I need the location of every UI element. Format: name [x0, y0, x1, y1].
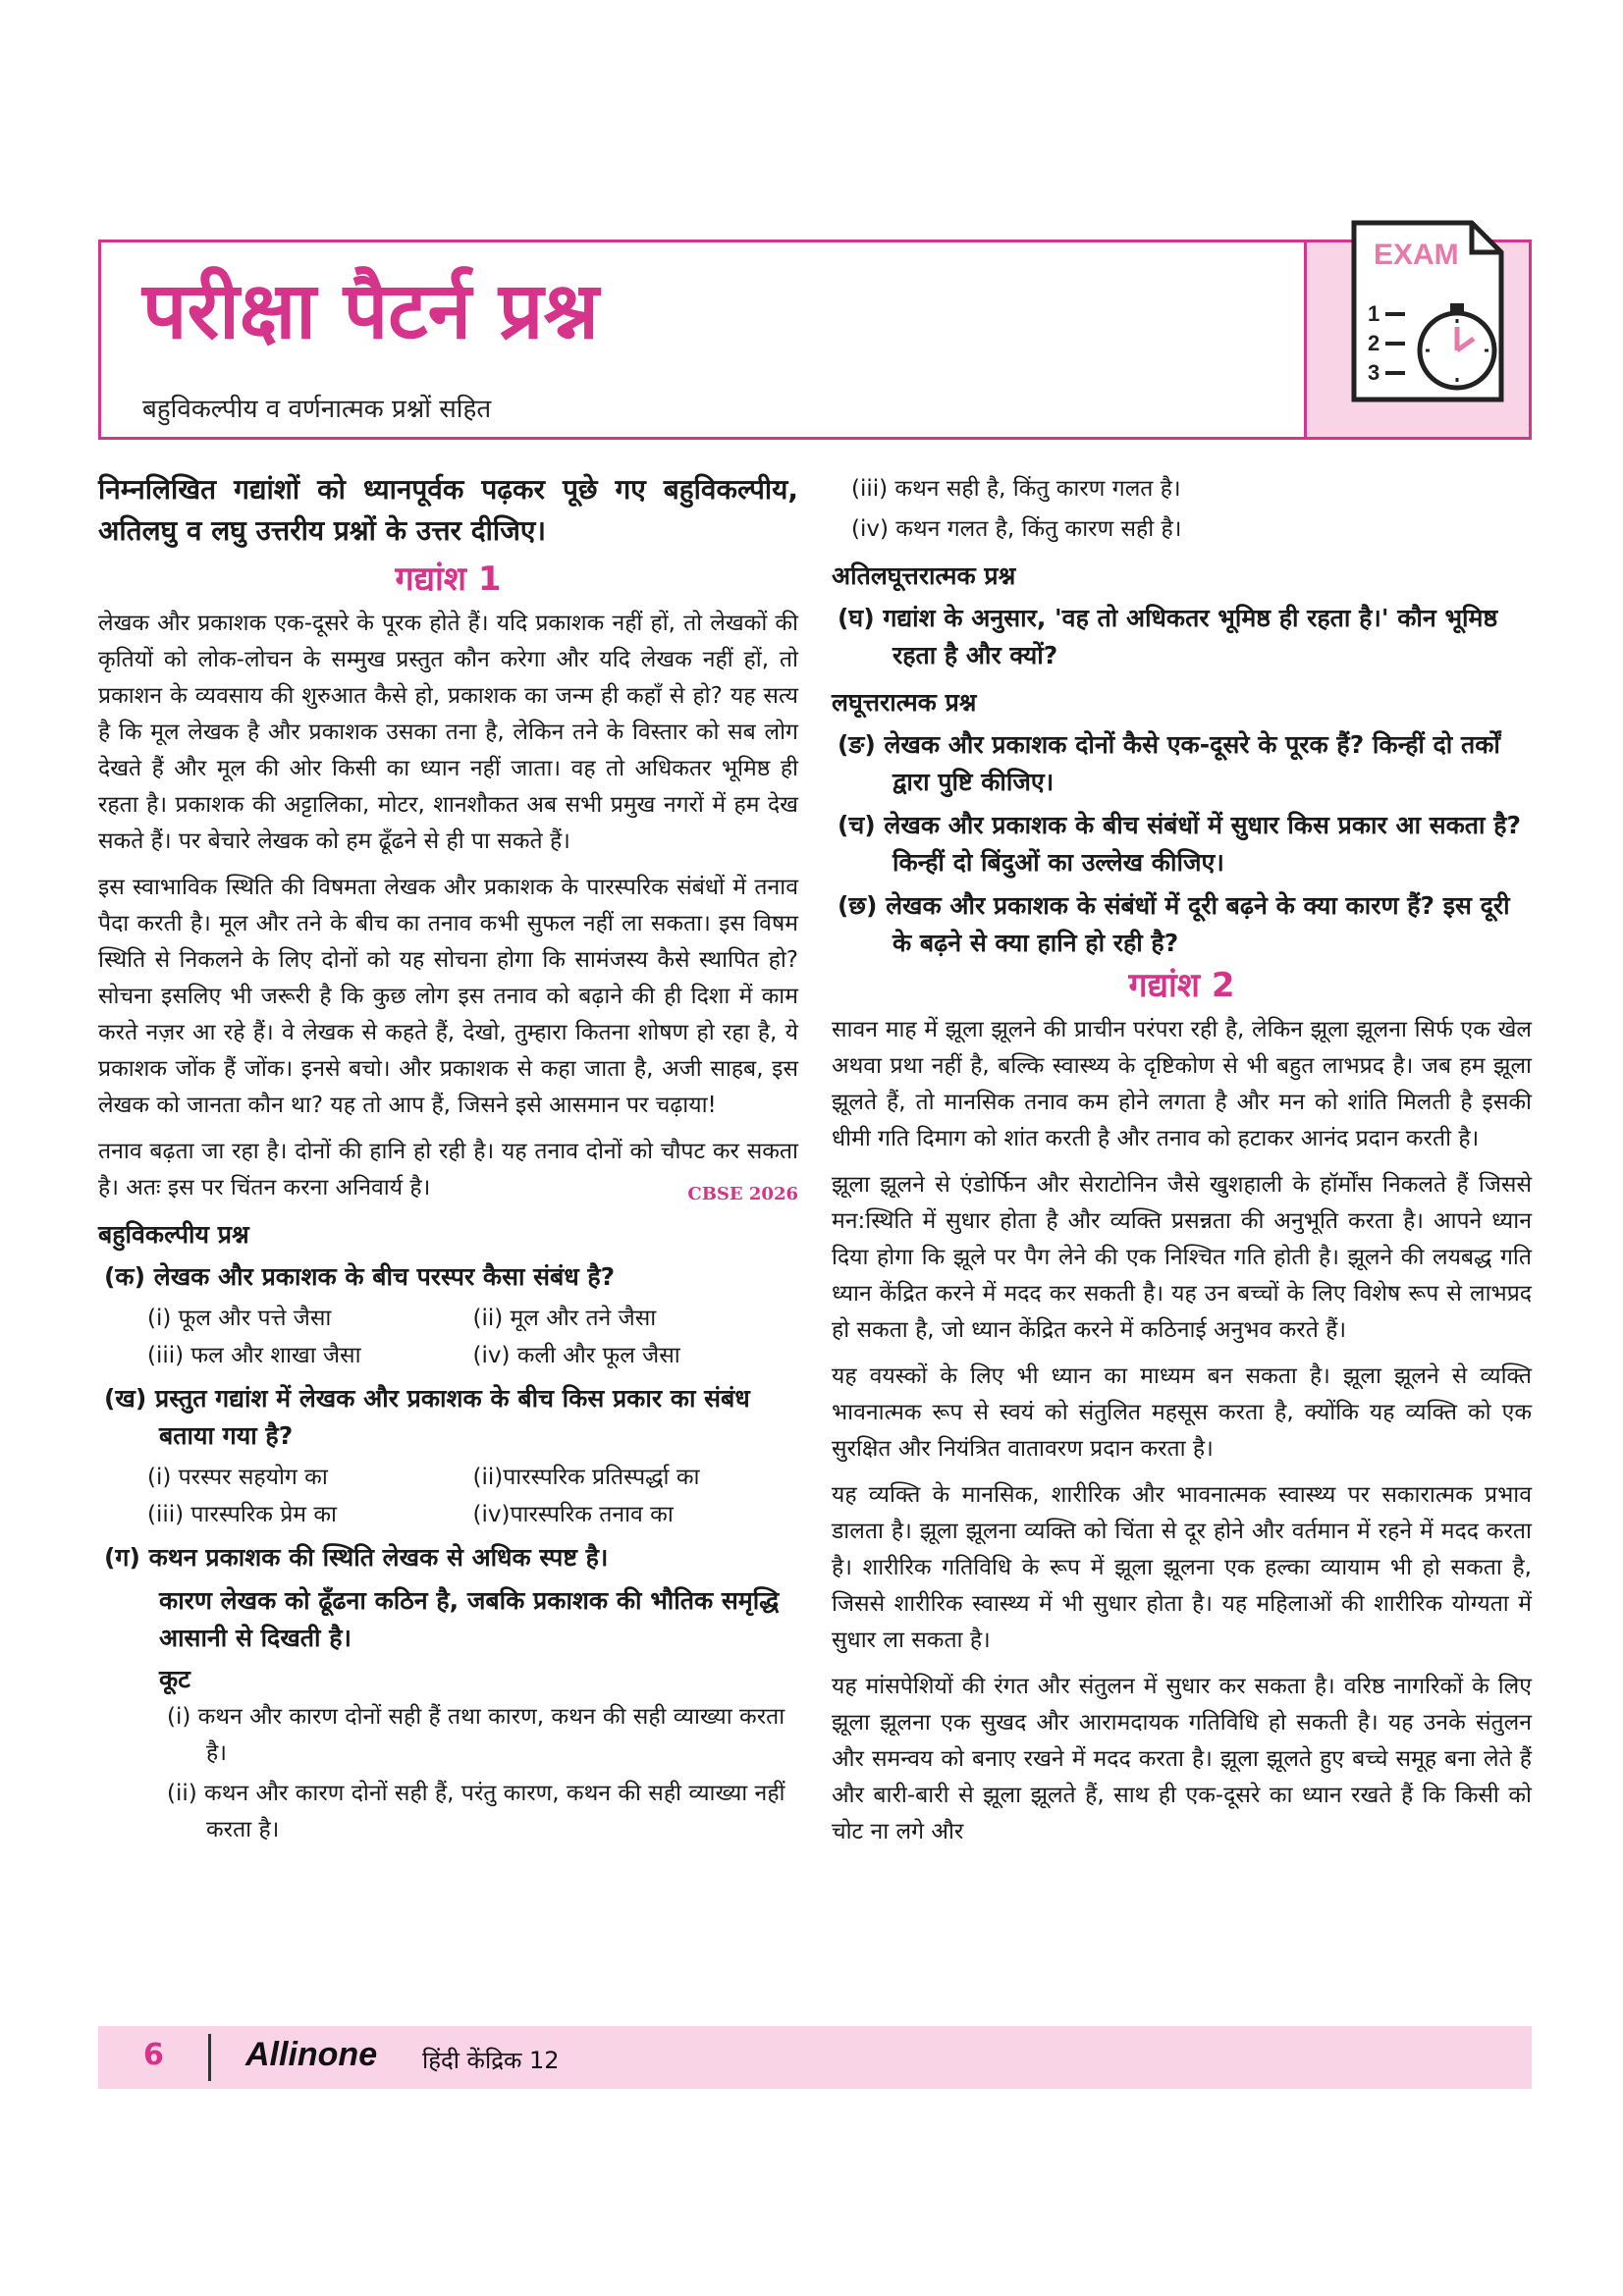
- footer-divider: [208, 2034, 211, 2081]
- vsa-heading: अतिलघूत्तरात्मक प्रश्न: [832, 561, 1016, 590]
- page-footer: [98, 2026, 1532, 2089]
- cbse-tag: CBSE 2026: [687, 1184, 798, 1204]
- page-number: 6: [143, 2038, 164, 2072]
- question-ga: (ग) कथन प्रकाशक की स्थिति लेखक से अधिक स्पष्ट है।: [104, 1543, 609, 1572]
- question-kha-options: [98, 1459, 798, 1533]
- option: (iii) फल और शाखा जैसा: [147, 1343, 361, 1368]
- kut-option-2: (ii) कथन और कारण दोनों सही हैं, परंतु कारण, कथन की सही व्याख्या नहीं करता है।: [167, 1781, 785, 1842]
- page-subtitle: बहुविकल्पीय व वर्णनात्मक प्रश्नों सहित: [142, 395, 492, 424]
- kut-option-3: (iii) कथन सही है, किंतु कारण गलत है।: [851, 476, 1181, 502]
- passage-1-para-3-text: तनाव बढ़ता जा रहा है। दोनों की हानि हो रही है। यह तनाव दोनों को चौपट कर सकता है। अतः इस पर चिंतन करना अनिवार्य है।: [98, 1139, 798, 1201]
- exam-icon: [1344, 213, 1511, 419]
- option: (i) फूल और पत्ते जैसा: [147, 1306, 332, 1331]
- passage-2-para-4: यह व्यक्ति के मानसिक, शारीरिक और भावनात्मक स्वास्थ्य पर सकारात्मक प्रभाव डालता है। झूला झूलना व्यक्ति को चिंता से दूर होने और वर्तमान में रहने में मदद करता है। शारीरिक गतिविधि के रूप में झूला झूलना एक हल्का व्यायाम भी हो सकता है, जिससे शारीरिक स्वास्थ्य में भी सुधार होता है। यह महिलाओं की शारीरिक योग्यता में सुधार ला सकता है।: [832, 1482, 1532, 1653]
- brand-logo: Allinone: [245, 2036, 378, 2073]
- question-gha: (घ) गद्यांश के अनुसार, 'वह तो अधिकतर भूमिष्ठ ही रहता है।' कौन भूमिष्ठ रहता है और क्यों?: [838, 604, 1498, 669]
- exam-icon-num-3: 3: [1368, 360, 1380, 385]
- exam-icon-num-2: 2: [1368, 331, 1380, 355]
- question-nga: (ङ) लेखक और प्रकाशक दोनों कैसे एक-दूसरे के पूरक हैं? किन्हीं दो तर्कों द्वारा पुष्टि कीजिए।: [838, 730, 1500, 796]
- passage-2-para-2: झूला झूलने से एंडोर्फिन और सेराटोनिन जैसे खुशहाली के हॉर्मोंस निकलते हैं जिससे मन:स्थिति में सुधार होता है और व्यक्ति प्रसन्नता की अनुभूति करता है। आपने ध्यान दिया होगा कि झूले पर पैग लेने की एक निश्चित गति होती है। झूलने की लयबद्ध गति ध्यान केंद्रित करने में मदद कर सकती है। यह उन बच्चों के लिए विशेष रूप से लाभप्रद हो सकता है, जो ध्यान केंद्रित करने में कठिनाई अनुभव करते हैं।: [832, 1172, 1532, 1343]
- question-kha: (ख) प्रस्तुत गद्यांश में लेखक और प्रकाशक के बीच किस प्रकार का संबंध बताया गया है?: [104, 1384, 750, 1450]
- option: (iv)पारस्परिक तनाव का: [472, 1502, 674, 1527]
- passage-1-para-1: लेखक और प्रकाशक एक-दूसरे के पूरक होते हैं। यदि प्रकाशक नहीं हों, तो लेखकों की कृतियों को लोक-लोचन के सम्मुख प्रस्तुत कौन करेगा और यदि लेखक नहीं हों, तो प्रकाशन के व्यवसाय की शुरुआत कैसे हो, प्रकाशक का जन्म ही कहाँ से हो? यह सत्य है कि मूल लेखक है और प्रकाशक उसका तना है, लेकिन तने के विस्तार को सब लोग देखते हैं और मूल की ओर किसी का ध्यान नहीं जाता। वह तो अधिकतर भूमिष्ठ ही रहता है। प्रकाशक की अट्टालिका, मोटर, शानशौकत अब सभी प्रमुख नगरों में हम देख सकते हैं। पर बेचारे लेखक को हम ढूँढने से ही पा सकते हैं।: [98, 611, 798, 854]
- right-column: [832, 469, 1532, 1860]
- header-box: [98, 240, 1532, 440]
- question-cha: (च) लेखक और प्रकाशक के बीच संबंधों में सुधार किस प्रकार आ सकता है? किन्हीं दो बिंदुओं का उल्लेख कीजिए।: [838, 811, 1522, 877]
- page-title: परीक्षा पैटर्न प्रश्न: [142, 265, 599, 356]
- question-ka: (क) लेखक और प्रकाशक के बीच परस्पर कैसा संबंध है?: [104, 1262, 616, 1291]
- option: (iii) पारस्परिक प्रेम का: [147, 1502, 337, 1527]
- passage-1-para-3: [98, 1134, 798, 1206]
- passage-2-para-1: सावन माह में झूला झूलने की प्राचीन परंपरा रही है, लेकिन झूला झूलना सिर्फ एक खेल अथवा प्रथा नहीं है, बल्कि स्वास्थ्य के दृष्टिकोण से भी बहुत लाभप्रद है। जब हम झूला झूलते हैं, तो मानसिक तनाव कम होने लगता है और मन को शांति मिलती है इसकी धीमी गति दिमाग को शांत करती है और तनाव को हटाकर आनंद प्रदान करती है।: [832, 1017, 1532, 1151]
- exam-icon-num-1: 1: [1368, 301, 1380, 326]
- option: (ii) मूल और तने जैसा: [472, 1306, 657, 1331]
- book-title: हिंदी केंद्रिक 12: [422, 2047, 560, 2074]
- exam-icon-label: EXAM: [1374, 239, 1459, 271]
- passage-2-para-5: यह मांसपेशियों की रंगत और संतुलन में सुधार कर सकता है। वरिष्ठ नागरिकों के लिए झूला झूलना एक सुखद और आरामदायक गतिविधि हो सकती है। यह उनके संतुलन और समन्वय को बनाए रखने में मदद करता है। झूला झूलते हुए बच्चे समूह बना लेते हैं और बारी-बारी से झूला झूलते हैं, साथ ही एक-दूसरे का ध्यान रखते हैं कि किसी को चोट ना लगे और: [832, 1674, 1532, 1844]
- kut-option-1: (i) कथन और कारण दोनों सही हैं तथा कारण, कथन की सही व्याख्या करता है।: [167, 1704, 785, 1766]
- left-column: [98, 469, 798, 1852]
- instructions: निम्नलिखित गद्यांशों को ध्यानपूर्वक पढ़कर पूछे गए बहुविकल्पीय, अतिलघु व लघु उत्तरीय प्रश्नों के उत्तर दीजिए।: [98, 473, 798, 547]
- option: (iv) कली और फूल जैसा: [472, 1343, 680, 1368]
- mcq-heading: बहुविकल्पीय प्रश्न: [98, 1220, 249, 1249]
- section-2-title: गद्यांश 2: [1128, 966, 1235, 1005]
- passage-2-para-3: यह वयस्कों के लिए भी ध्यान का माध्यम बन सकता है। झूला झूलने से व्यक्ति भावनात्मक रूप से स्वयं को संतुलित महसूस करता है, क्योंकि यह व्यक्ति को एक सुरक्षित और नियंत्रित वातावरण प्रदान करता है।: [832, 1363, 1532, 1462]
- question-chha: (छ) लेखक और प्रकाशक के संबंधों में दूरी बढ़ने के क्या कारण हैं? इस दूरी के बढ़ने से क्या हानि हो रही है?: [838, 891, 1510, 957]
- exam-icon-panel: [1304, 239, 1529, 437]
- kut-label: कूट: [159, 1665, 190, 1693]
- kut-option-4: (iv) कथन गलत है, किंतु कारण सही है।: [851, 516, 1182, 542]
- question-ka-options: [98, 1300, 798, 1374]
- option: (ii)पारस्परिक प्रतिस्पर्द्धा का: [472, 1465, 700, 1490]
- section-1-title: गद्यांश 1: [395, 560, 502, 599]
- passage-1-para-2: इस स्वाभाविक स्थिति की विषमता लेखक और प्रकाशक के पारस्परिक संबंधों में तनाव पैदा करती है। मूल और तने के बीच का तनाव कभी सुफल नहीं ला सकता। इस विषम स्थिति से निकलने के लिए दोनों को यह सोचना होगा कि सामंजस्य कैसे स्थापित हो? सोचना इसलिए भी जरूरी है कि कुछ लोग इस तनाव को बढ़ाने की ही दिशा में काम करते नज़र आ रहे हैं। वे लेखक से कहते हैं, देखो, तुम्हारा कितना शोषण हो रहा है, ये प्रकाशक जोंक हैं जोंक। इनसे बचो। और प्रकाशक से कहा जाता है, अजी साहब, इस लेखक को जानता कौन था? यह तो आप हैं, जिसने इसे आसमान पर चढ़ाया!: [98, 875, 798, 1118]
- question-ga-reason: कारण लेखक को ढूँढना कठिन है, जबकि प्रकाशक की भौतिक समृद्धि आसानी से दिखती है।: [159, 1586, 780, 1652]
- sa-heading: लघूत्तरात्मक प्रश्न: [832, 688, 977, 717]
- option: (i) परस्पर सहयोग का: [147, 1465, 328, 1490]
